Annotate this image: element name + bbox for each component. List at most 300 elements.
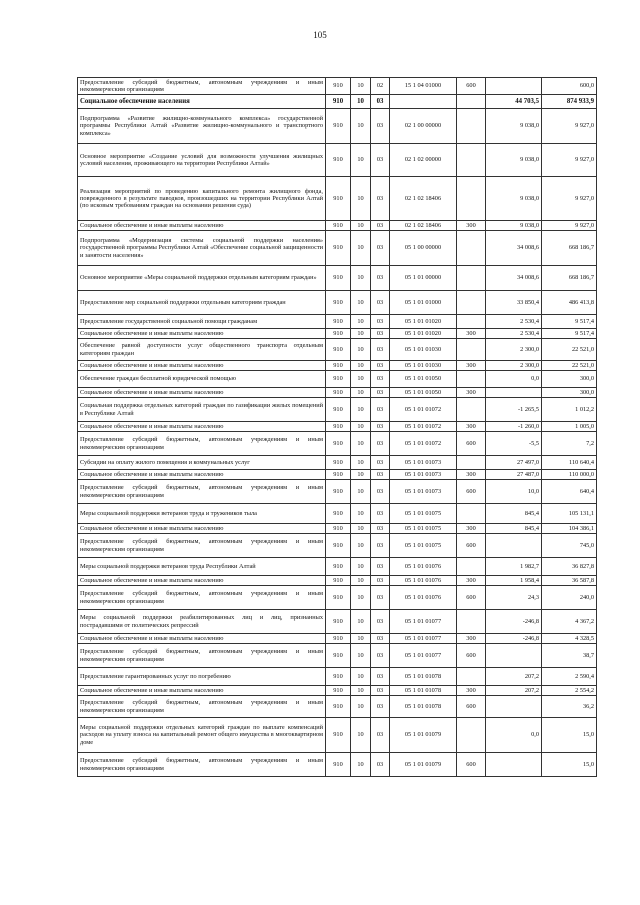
amount-total-cell: 105 131,1	[542, 504, 597, 524]
subsection-code-cell: 03	[371, 95, 390, 109]
expense-type-cell: 600	[457, 644, 486, 668]
amount-change-cell: 27 487,0	[486, 470, 542, 480]
ved-code-cell: 910	[326, 432, 351, 456]
target-article-cell: 02 1 00 00000	[390, 109, 457, 144]
ved-code-cell: 910	[326, 718, 351, 753]
table-row	[78, 718, 597, 753]
subsection-code-cell: 03	[371, 432, 390, 456]
table-row	[78, 634, 597, 644]
section-code-cell: 10	[351, 398, 371, 422]
subsection-code-cell: 03	[371, 329, 390, 339]
expense-type-cell: 300	[457, 524, 486, 534]
target-article-cell: 05 1 01 01078	[390, 686, 457, 696]
section-code-cell: 10	[351, 753, 371, 777]
table-row	[78, 177, 597, 221]
row-name-cell: Предоставление гарантированных услуг по погребению	[78, 668, 326, 686]
subsection-code-cell: 03	[371, 371, 390, 388]
amount-change-cell: 9 038,0	[486, 221, 542, 231]
amount-total-cell: 240,0	[542, 586, 597, 610]
row-name-cell: Социальное обеспечение и иные выплаты населению	[78, 634, 326, 644]
subsection-code-cell: 03	[371, 480, 390, 504]
section-code-cell: 10	[351, 315, 371, 329]
amount-total-cell: 36,2	[542, 696, 597, 718]
expense-type-cell: 300	[457, 686, 486, 696]
amount-change-cell: 34 008,6	[486, 266, 542, 291]
expense-type-cell: 300	[457, 388, 486, 398]
table-row	[78, 480, 597, 504]
target-article-cell: 05 1 01 01076	[390, 586, 457, 610]
table-row	[78, 95, 597, 109]
table-row	[78, 696, 597, 718]
table-row	[78, 361, 597, 371]
expense-type-cell	[457, 610, 486, 634]
row-name-cell: Меры социальной поддержки отдельных категорий граждан по выплате компенсаций расходов на уплату взноса на капитальный ремонт общего имущества в многоквартирном доме	[78, 718, 326, 753]
table-row	[78, 753, 597, 777]
row-name-cell: Социальное обеспечение и иные выплаты населению	[78, 524, 326, 534]
amount-total-cell: 2 554,2	[542, 686, 597, 696]
row-name-cell: Подпрограмма «Модернизация системы социальной поддержки населения» государственной программы Республики Алтай «Обеспечение социальной защищенности и занятости населения»	[78, 231, 326, 266]
row-name-cell: Меры социальной поддержки ветеранов труда и тружеников тыла	[78, 504, 326, 524]
section-code-cell: 10	[351, 78, 371, 95]
ved-code-cell: 910	[326, 534, 351, 558]
amount-change-cell: 2 530,4	[486, 329, 542, 339]
expense-type-cell: 300	[457, 329, 486, 339]
expense-type-cell	[457, 266, 486, 291]
amount-change-cell: -1 265,5	[486, 398, 542, 422]
row-name-cell: Обеспечение равной доступности услуг общественного транспорта отдельным категориям граждан	[78, 339, 326, 361]
amount-change-cell: 10,0	[486, 480, 542, 504]
ved-code-cell: 910	[326, 456, 351, 470]
subsection-code-cell: 03	[371, 534, 390, 558]
subsection-code-cell: 03	[371, 456, 390, 470]
subsection-code-cell: 03	[371, 668, 390, 686]
expense-type-cell	[457, 291, 486, 315]
subsection-code-cell: 03	[371, 686, 390, 696]
row-name-cell: Социальное обеспечение и иные выплаты населению	[78, 470, 326, 480]
target-article-cell: 05 1 01 01077	[390, 610, 457, 634]
row-name-cell: Социальное обеспечение и иные выплаты населению	[78, 686, 326, 696]
amount-total-cell: 668 186,7	[542, 266, 597, 291]
section-code-cell: 10	[351, 109, 371, 144]
amount-total-cell: 1 005,0	[542, 422, 597, 432]
subsection-code-cell: 03	[371, 109, 390, 144]
amount-total-cell: 9 927,0	[542, 109, 597, 144]
subsection-code-cell: 03	[371, 504, 390, 524]
amount-total-cell: 9 927,0	[542, 177, 597, 221]
row-name-cell: Предоставление государственной социальной помощи гражданам	[78, 315, 326, 329]
table-row	[78, 221, 597, 231]
target-article-cell: 05 1 01 01020	[390, 315, 457, 329]
expense-type-cell	[457, 668, 486, 686]
table-row	[78, 558, 597, 576]
amount-total-cell: 4 367,2	[542, 610, 597, 634]
section-code-cell: 10	[351, 422, 371, 432]
table-row	[78, 610, 597, 634]
subsection-code-cell: 03	[371, 339, 390, 361]
subsection-code-cell: 03	[371, 696, 390, 718]
amount-change-cell: 2 530,4	[486, 315, 542, 329]
section-code-cell: 10	[351, 534, 371, 558]
amount-change-cell: 1 958,4	[486, 576, 542, 586]
expense-type-cell	[457, 339, 486, 361]
subsection-code-cell: 03	[371, 576, 390, 586]
subsection-code-cell: 03	[371, 558, 390, 576]
ved-code-cell: 910	[326, 696, 351, 718]
section-code-cell: 10	[351, 329, 371, 339]
section-code-cell: 10	[351, 668, 371, 686]
amount-total-cell: 9 927,0	[542, 144, 597, 177]
ved-code-cell: 910	[326, 470, 351, 480]
amount-total-cell: 668 186,7	[542, 231, 597, 266]
target-article-cell	[390, 95, 457, 109]
table-row	[78, 644, 597, 668]
amount-change-cell	[486, 753, 542, 777]
section-code-cell: 10	[351, 266, 371, 291]
amount-total-cell: 38,7	[542, 644, 597, 668]
amount-change-cell: 845,4	[486, 504, 542, 524]
subsection-code-cell: 03	[371, 470, 390, 480]
expense-type-cell: 600	[457, 586, 486, 610]
amount-change-cell: -246,8	[486, 634, 542, 644]
subsection-code-cell: 03	[371, 266, 390, 291]
table-row	[78, 524, 597, 534]
amount-total-cell: 110 000,0	[542, 470, 597, 480]
amount-change-cell: 33 850,4	[486, 291, 542, 315]
ved-code-cell: 910	[326, 644, 351, 668]
expense-type-cell: 300	[457, 634, 486, 644]
target-article-cell: 05 1 01 01072	[390, 422, 457, 432]
subsection-code-cell: 02	[371, 78, 390, 95]
budget-table	[77, 77, 597, 777]
target-article-cell: 05 1 01 01075	[390, 524, 457, 534]
row-name-cell: Социальное обеспечение и иные выплаты населению	[78, 329, 326, 339]
ved-code-cell: 910	[326, 361, 351, 371]
subsection-code-cell: 03	[371, 291, 390, 315]
subsection-code-cell: 03	[371, 231, 390, 266]
section-code-cell: 10	[351, 686, 371, 696]
subsection-code-cell: 03	[371, 361, 390, 371]
amount-total-cell: 4 328,5	[542, 634, 597, 644]
target-article-cell: 05 1 01 01078	[390, 696, 457, 718]
section-code-cell: 10	[351, 432, 371, 456]
target-article-cell: 05 1 01 01075	[390, 504, 457, 524]
amount-total-cell: 600,0	[542, 78, 597, 95]
amount-total-cell: 9 517,4	[542, 329, 597, 339]
amount-total-cell: 300,0	[542, 371, 597, 388]
row-name-cell: Субсидии на оплату жилого помещения и коммунальных услуг	[78, 456, 326, 470]
amount-change-cell: 27 497,0	[486, 456, 542, 470]
expense-type-cell	[457, 315, 486, 329]
target-article-cell: 05 1 01 00000	[390, 266, 457, 291]
amount-total-cell: 36 587,8	[542, 576, 597, 586]
target-article-cell: 05 1 01 01073	[390, 480, 457, 504]
subsection-code-cell: 03	[371, 586, 390, 610]
table-row	[78, 315, 597, 329]
table-row	[78, 266, 597, 291]
section-code-cell: 10	[351, 231, 371, 266]
ved-code-cell: 910	[326, 231, 351, 266]
target-article-cell: 05 1 01 01000	[390, 291, 457, 315]
target-article-cell: 05 1 01 01073	[390, 456, 457, 470]
subsection-code-cell: 03	[371, 524, 390, 534]
amount-change-cell: 24,3	[486, 586, 542, 610]
expense-type-cell: 300	[457, 576, 486, 586]
table-row	[78, 456, 597, 470]
ved-code-cell: 910	[326, 78, 351, 95]
row-name-cell: Предоставление мер социальной поддержки отдельным категориям граждан	[78, 291, 326, 315]
expense-type-cell: 300	[457, 361, 486, 371]
row-name-cell: Предоставление субсидий бюджетным, автономным учреждениям и иным некоммерческим организациям	[78, 480, 326, 504]
row-name-cell: Предоставление субсидий бюджетным, автономным учреждениям и иным некоммерческим организациям	[78, 753, 326, 777]
budget-table-body	[78, 78, 597, 777]
row-name-cell: Реализация мероприятий по проведению капитального ремонта жилищного фонда, поврежденного в результате паводков, произошедших на территории Республики Алтай (по исковым требованиям граждан на основании решения суда)	[78, 177, 326, 221]
expense-type-cell	[457, 109, 486, 144]
section-code-cell: 10	[351, 718, 371, 753]
table-row	[78, 78, 597, 95]
section-code-cell: 10	[351, 177, 371, 221]
row-name-cell: Социальное обеспечение и иные выплаты населению	[78, 422, 326, 432]
expense-type-cell: 600	[457, 696, 486, 718]
ved-code-cell: 910	[326, 422, 351, 432]
table-row	[78, 470, 597, 480]
row-name-cell: Социальное обеспечение и иные выплаты населению	[78, 221, 326, 231]
section-code-cell: 10	[351, 586, 371, 610]
row-name-cell: Социальное обеспечение и иные выплаты населению	[78, 388, 326, 398]
ved-code-cell: 910	[326, 668, 351, 686]
amount-change-cell: 0,0	[486, 371, 542, 388]
ved-code-cell: 910	[326, 109, 351, 144]
ved-code-cell: 910	[326, 315, 351, 329]
amount-change-cell: 44 703,5	[486, 95, 542, 109]
expense-type-cell: 300	[457, 470, 486, 480]
amount-change-cell: 9 038,0	[486, 144, 542, 177]
target-article-cell: 05 1 01 01030	[390, 361, 457, 371]
target-article-cell: 05 1 01 01030	[390, 339, 457, 361]
target-article-cell: 15 1 04 01000	[390, 78, 457, 95]
expense-type-cell	[457, 456, 486, 470]
subsection-code-cell: 03	[371, 177, 390, 221]
amount-change-cell: 9 038,0	[486, 177, 542, 221]
row-name-cell: Основное мероприятие «Меры социальной поддержки отдельным категориям граждан»	[78, 266, 326, 291]
target-article-cell: 05 1 01 01079	[390, 718, 457, 753]
table-row	[78, 371, 597, 388]
table-row	[78, 504, 597, 524]
target-article-cell: 05 1 01 01075	[390, 534, 457, 558]
amount-change-cell	[486, 644, 542, 668]
table-row	[78, 668, 597, 686]
row-name-cell: Предоставление субсидий бюджетным, автономным учреждениям и иным некоммерческим организациям	[78, 78, 326, 95]
target-article-cell: 02 1 02 18406	[390, 177, 457, 221]
section-code-cell: 10	[351, 144, 371, 177]
amount-change-cell: 845,4	[486, 524, 542, 534]
page-number: 105	[313, 30, 327, 40]
ved-code-cell: 910	[326, 398, 351, 422]
amount-change-cell: 9 038,0	[486, 109, 542, 144]
section-code-cell: 10	[351, 480, 371, 504]
table-row	[78, 329, 597, 339]
row-name-cell: Предоставление субсидий бюджетным, автономным учреждениям и иным некоммерческим организациям	[78, 534, 326, 558]
amount-total-cell: 9 927,0	[542, 221, 597, 231]
section-code-cell: 10	[351, 558, 371, 576]
row-name-cell: Социальное обеспечение и иные выплаты населению	[78, 361, 326, 371]
row-name-cell: Социальная поддержка отдельных категорий граждан по газификации жилых помещений в Республике Алтай	[78, 398, 326, 422]
amount-total-cell: 22 521,0	[542, 361, 597, 371]
ved-code-cell: 910	[326, 144, 351, 177]
amount-total-cell: 110 640,4	[542, 456, 597, 470]
row-name-cell: Обеспечение граждан бесплатной юридической помощью	[78, 371, 326, 388]
section-code-cell: 10	[351, 576, 371, 586]
expense-type-cell: 600	[457, 78, 486, 95]
expense-type-cell	[457, 504, 486, 524]
target-article-cell: 05 1 01 01072	[390, 432, 457, 456]
row-name-cell: Социальное обеспечение и иные выплаты населению	[78, 576, 326, 586]
expense-type-cell	[457, 177, 486, 221]
ved-code-cell: 910	[326, 586, 351, 610]
expense-type-cell: 600	[457, 480, 486, 504]
amount-total-cell: 104 386,1	[542, 524, 597, 534]
expense-type-cell: 600	[457, 432, 486, 456]
section-code-cell: 10	[351, 95, 371, 109]
ved-code-cell: 910	[326, 610, 351, 634]
target-article-cell: 05 1 01 01050	[390, 388, 457, 398]
expense-type-cell: 300	[457, 221, 486, 231]
table-row	[78, 534, 597, 558]
expense-type-cell	[457, 95, 486, 109]
table-row	[78, 231, 597, 266]
table-row	[78, 586, 597, 610]
expense-type-cell	[457, 371, 486, 388]
subsection-code-cell: 03	[371, 388, 390, 398]
expense-type-cell: 600	[457, 534, 486, 558]
target-article-cell: 05 1 01 01078	[390, 668, 457, 686]
amount-change-cell: 207,2	[486, 668, 542, 686]
ved-code-cell: 910	[326, 291, 351, 315]
row-name-cell: Предоставление субсидий бюджетным, автономным учреждениям и иным некоммерческим организациям	[78, 432, 326, 456]
ved-code-cell: 910	[326, 177, 351, 221]
section-code-cell: 10	[351, 524, 371, 534]
subsection-code-cell: 03	[371, 144, 390, 177]
amount-total-cell: 15,0	[542, 718, 597, 753]
ved-code-cell: 910	[326, 686, 351, 696]
ved-code-cell: 910	[326, 753, 351, 777]
ved-code-cell: 910	[326, 339, 351, 361]
section-code-cell: 10	[351, 221, 371, 231]
section-code-cell: 10	[351, 371, 371, 388]
target-article-cell: 05 1 01 01072	[390, 398, 457, 422]
expense-type-cell	[457, 558, 486, 576]
section-code-cell: 10	[351, 361, 371, 371]
amount-total-cell: 1 012,2	[542, 398, 597, 422]
row-name-cell: Меры социальной поддержки ветеранов труда Республики Алтай	[78, 558, 326, 576]
ved-code-cell: 910	[326, 524, 351, 534]
amount-total-cell: 15,0	[542, 753, 597, 777]
subsection-code-cell: 03	[371, 753, 390, 777]
target-article-cell: 05 1 00 00000	[390, 231, 457, 266]
row-name-cell: Подпрограмма «Развитие жилищно-коммунального комплекса» государственной программы Республики Алтай «Развитие жилищно-коммунального и транспортного комплекса»	[78, 109, 326, 144]
section-code-cell: 10	[351, 634, 371, 644]
section-code-cell: 10	[351, 504, 371, 524]
ved-code-cell: 910	[326, 480, 351, 504]
expense-type-cell: 300	[457, 422, 486, 432]
amount-change-cell: 34 008,6	[486, 231, 542, 266]
target-article-cell: 05 1 01 01077	[390, 644, 457, 668]
subsection-code-cell: 03	[371, 634, 390, 644]
subsection-code-cell: 03	[371, 398, 390, 422]
amount-change-cell: 207,2	[486, 686, 542, 696]
subsection-code-cell: 03	[371, 422, 390, 432]
target-article-cell: 05 1 01 01076	[390, 576, 457, 586]
ved-code-cell: 910	[326, 634, 351, 644]
row-name-cell: Меры социальной поддержки реабилитированных лиц и лиц, признанных пострадавшими от политических репрессий	[78, 610, 326, 634]
subsection-code-cell: 03	[371, 315, 390, 329]
section-code-cell: 10	[351, 388, 371, 398]
table-row	[78, 339, 597, 361]
section-code-cell: 10	[351, 696, 371, 718]
target-article-cell: 05 1 01 01077	[390, 634, 457, 644]
ved-code-cell: 910	[326, 388, 351, 398]
row-name-cell: Социальное обеспечение населения	[78, 95, 326, 109]
ved-code-cell: 910	[326, 329, 351, 339]
target-article-cell: 02 1 02 18406	[390, 221, 457, 231]
ved-code-cell: 910	[326, 221, 351, 231]
amount-change-cell: -1 260,0	[486, 422, 542, 432]
table-row	[78, 576, 597, 586]
section-code-cell: 10	[351, 470, 371, 480]
expense-type-cell: 600	[457, 753, 486, 777]
amount-total-cell: 640,4	[542, 480, 597, 504]
section-code-cell: 10	[351, 610, 371, 634]
amount-change-cell	[486, 534, 542, 558]
subsection-code-cell: 03	[371, 221, 390, 231]
amount-total-cell: 300,0	[542, 388, 597, 398]
amount-total-cell: 36 827,8	[542, 558, 597, 576]
row-name-cell: Предоставление субсидий бюджетным, автономным учреждениям и иным некоммерческим организациям	[78, 644, 326, 668]
target-article-cell: 05 1 01 01079	[390, 753, 457, 777]
expense-type-cell	[457, 231, 486, 266]
amount-change-cell: 0,0	[486, 718, 542, 753]
table-row	[78, 291, 597, 315]
expense-type-cell	[457, 144, 486, 177]
table-row	[78, 422, 597, 432]
section-code-cell: 10	[351, 644, 371, 668]
subsection-code-cell: 03	[371, 610, 390, 634]
target-article-cell: 02 1 02 00000	[390, 144, 457, 177]
expense-type-cell	[457, 398, 486, 422]
amount-change-cell: 1 982,7	[486, 558, 542, 576]
table-row	[78, 686, 597, 696]
ved-code-cell: 910	[326, 576, 351, 586]
ved-code-cell: 910	[326, 558, 351, 576]
expense-type-cell	[457, 718, 486, 753]
amount-total-cell: 9 517,4	[542, 315, 597, 329]
table-row	[78, 398, 597, 422]
ved-code-cell: 910	[326, 504, 351, 524]
subsection-code-cell: 03	[371, 644, 390, 668]
target-article-cell: 05 1 01 01073	[390, 470, 457, 480]
amount-change-cell: -246,8	[486, 610, 542, 634]
ved-code-cell: 910	[326, 371, 351, 388]
ved-code-cell: 910	[326, 95, 351, 109]
amount-total-cell: 22 521,0	[542, 339, 597, 361]
amount-total-cell: 2 590,4	[542, 668, 597, 686]
amount-total-cell: 7,2	[542, 432, 597, 456]
section-code-cell: 10	[351, 339, 371, 361]
target-article-cell: 05 1 01 01020	[390, 329, 457, 339]
amount-change-cell	[486, 78, 542, 95]
table-row	[78, 109, 597, 144]
amount-change-cell	[486, 696, 542, 718]
row-name-cell: Предоставление субсидий бюджетным, автономным учреждениям и иным некоммерческим организациям	[78, 586, 326, 610]
